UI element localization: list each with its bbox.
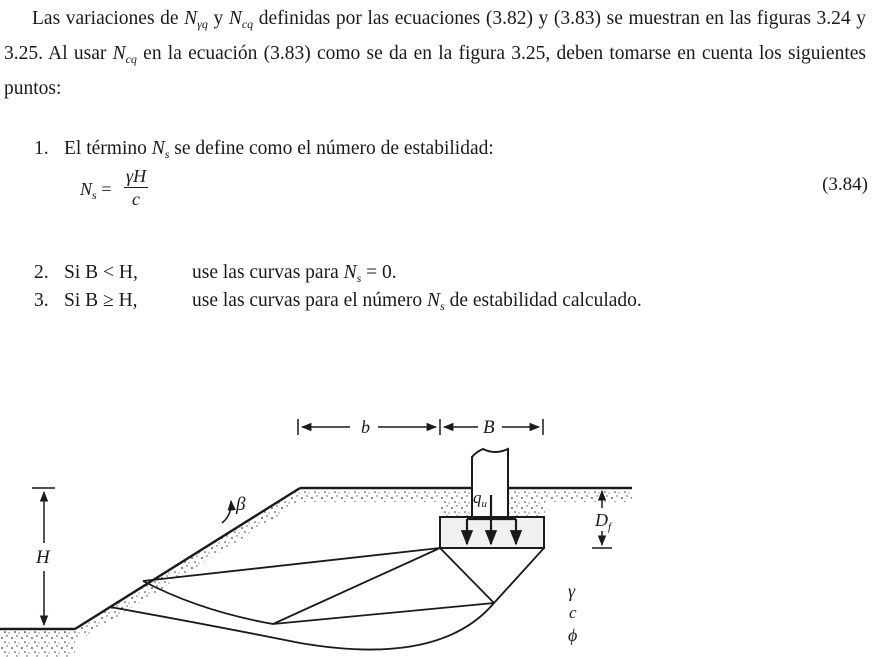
label-H: H	[36, 547, 50, 568]
list-number: 3.	[34, 290, 49, 311]
slope-foundation-diagram	[0, 405, 872, 657]
list-item-1	[34, 138, 494, 162]
paragraph-text-4: en la ecuación (3.83) como se da en la figura 3.25, deben tomarse en cuenta los siguientes puntos:	[4, 43, 866, 99]
item-text: de estabilidad calculado.	[444, 290, 642, 311]
symbol-n: N	[343, 262, 357, 283]
equation-fraction	[124, 165, 148, 210]
subscript-s: s	[440, 299, 445, 313]
symbol-n: N	[184, 8, 198, 29]
equation-symbol: N	[80, 179, 93, 199]
subscript-s: s	[164, 147, 170, 161]
intro-paragraph	[4, 4, 866, 103]
label-d-main: D	[595, 510, 608, 530]
fraction-denominator: c	[132, 189, 141, 209]
label-q-main: q	[473, 488, 482, 507]
fraction-numerator: γH	[126, 166, 147, 186]
dimension-b	[298, 419, 543, 435]
list-item-2	[34, 262, 397, 286]
list-number: 2.	[34, 262, 49, 283]
item-condition: Si B ≥ H,	[64, 290, 138, 311]
item-text: se define como el número de estabilidad:	[169, 138, 494, 159]
symbol-n: N	[228, 8, 242, 29]
label-phi: ϕ	[568, 625, 578, 645]
label-q-sub: u	[481, 498, 487, 510]
subscript-cq: cq	[125, 52, 137, 66]
symbol-n: N	[151, 138, 165, 159]
equation-subscript: s	[92, 188, 97, 202]
item-text: El término	[64, 138, 152, 159]
subscript-cq: cq	[241, 17, 254, 31]
label-B: B	[483, 417, 495, 438]
soil-hatching	[0, 488, 632, 657]
item-text: use las curvas para	[192, 262, 344, 283]
label-c: c	[569, 603, 577, 622]
paragraph-text-2: y	[207, 8, 229, 29]
label-gamma: γ	[568, 581, 576, 601]
subscript-gq: γq	[197, 17, 208, 31]
paragraph-text-3: definidas por las ecuaciones (3.82) y (3.83) se muestran en las figuras 3.24 y 3.25. Al usar	[4, 8, 866, 64]
equation-lhs	[80, 179, 111, 203]
list-number: 1.	[34, 138, 49, 159]
item-text: use las curvas para el número	[192, 290, 427, 311]
beta-arc	[222, 501, 231, 523]
subscript-s: s	[356, 271, 362, 285]
symbol-n: N	[427, 290, 441, 311]
paragraph-text-1: Las variaciones de	[32, 8, 185, 29]
equation-number: (3.84)	[822, 174, 868, 195]
symbol-n: N	[112, 43, 126, 64]
item-text: = 0.	[361, 262, 397, 283]
item-condition: Si B < H,	[64, 262, 138, 283]
label-d-sub: f	[608, 521, 612, 533]
equation-3-84	[80, 165, 180, 215]
equals-sign: =	[96, 179, 112, 199]
label-b: b	[361, 417, 370, 437]
label-beta: β	[236, 494, 246, 515]
label-df	[594, 510, 613, 533]
list-item-3	[34, 290, 642, 314]
failure-surface	[110, 548, 544, 650]
